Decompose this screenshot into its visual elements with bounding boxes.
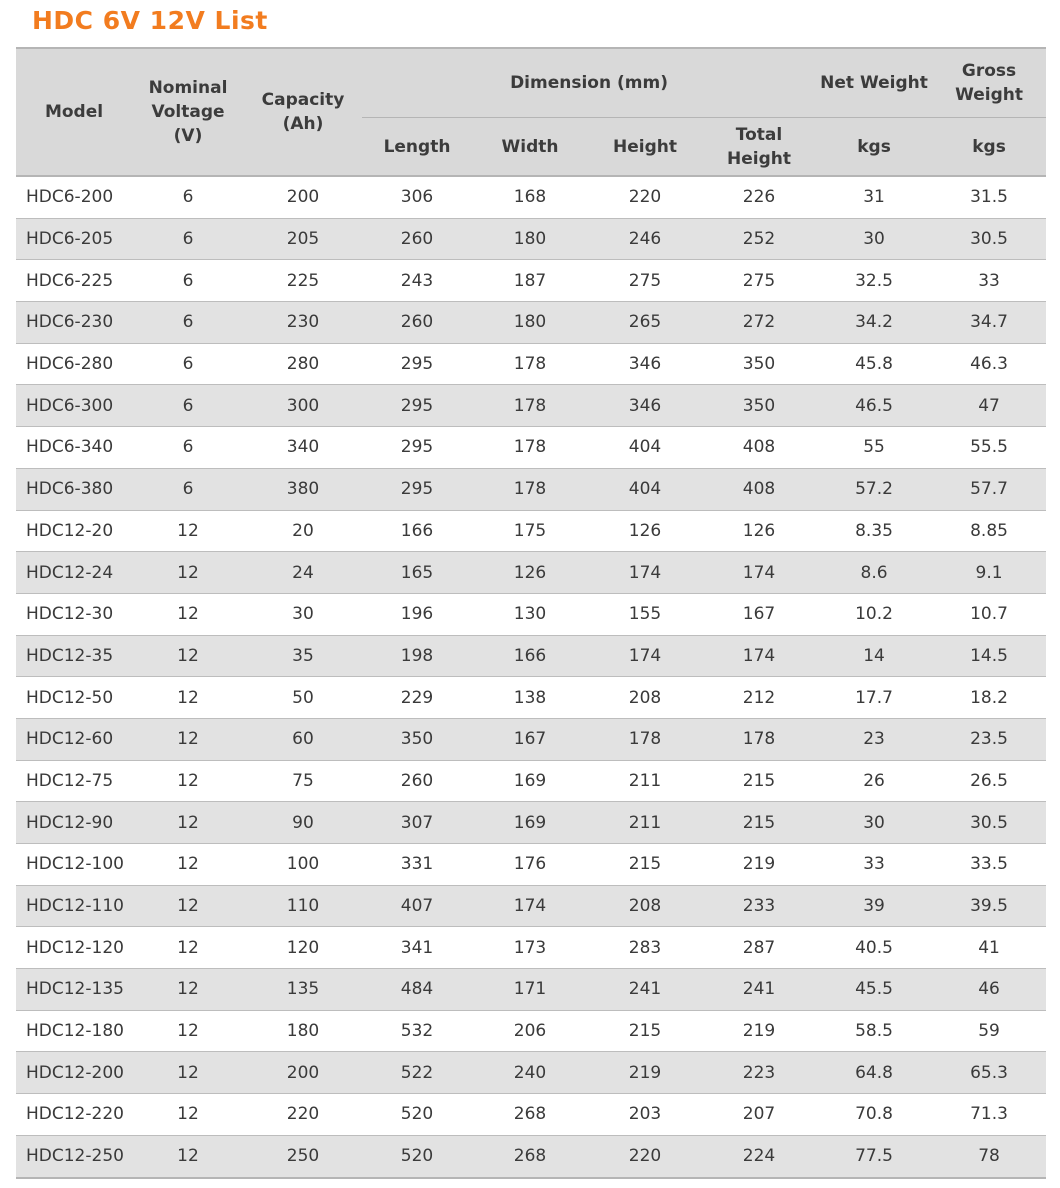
cell-total-height: 178 [702, 718, 816, 760]
table-row [16, 468, 1046, 510]
cell-height: 178 [588, 718, 702, 760]
cell-width: 166 [472, 635, 588, 677]
cell-width: 173 [472, 927, 588, 969]
cell-width: 130 [472, 593, 588, 635]
cell-height: 346 [588, 385, 702, 427]
cell-voltage: 12 [132, 927, 244, 969]
table-row [16, 510, 1046, 552]
cell-capacity: 180 [244, 1010, 362, 1052]
cell-total-height: 408 [702, 427, 816, 469]
cell-capacity: 135 [244, 969, 362, 1011]
cell-total-height: 408 [702, 468, 816, 510]
cell-length: 198 [362, 635, 472, 677]
cell-gross-weight: 31.5 [932, 176, 1046, 218]
cell-gross-weight: 71.3 [932, 1094, 1046, 1136]
cell-height: 246 [588, 218, 702, 260]
cell-capacity: 35 [244, 635, 362, 677]
cell-total-height: 219 [702, 844, 816, 886]
table-row [16, 593, 1046, 635]
cell-total-height: 224 [702, 1135, 816, 1177]
cell-height: 208 [588, 677, 702, 719]
cell-length: 295 [362, 343, 472, 385]
header-length: Length [362, 118, 472, 177]
header-gross-weight-unit: kgs [932, 118, 1046, 177]
cell-width: 169 [472, 760, 588, 802]
cell-gross-weight: 10.7 [932, 593, 1046, 635]
cell-model: HDC12-20 [16, 510, 132, 552]
cell-model: HDC12-30 [16, 593, 132, 635]
cell-voltage: 12 [132, 844, 244, 886]
cell-length: 229 [362, 677, 472, 719]
cell-height: 203 [588, 1094, 702, 1136]
cell-gross-weight: 57.7 [932, 468, 1046, 510]
cell-length: 350 [362, 718, 472, 760]
table-row [16, 802, 1046, 844]
cell-net-weight: 57.2 [816, 468, 932, 510]
cell-net-weight: 45.8 [816, 343, 932, 385]
cell-gross-weight: 30.5 [932, 218, 1046, 260]
page-title: HDC 6V 12V List [32, 6, 268, 35]
cell-total-height: 126 [702, 510, 816, 552]
header-net-weight: Net Weight [816, 48, 932, 118]
cell-width: 178 [472, 427, 588, 469]
cell-model: HDC12-50 [16, 677, 132, 719]
cell-net-weight: 34.2 [816, 302, 932, 344]
header-model: Model [16, 48, 132, 176]
cell-length: 341 [362, 927, 472, 969]
cell-capacity: 75 [244, 760, 362, 802]
cell-length: 520 [362, 1135, 472, 1177]
cell-total-height: 287 [702, 927, 816, 969]
cell-voltage: 12 [132, 969, 244, 1011]
cell-height: 220 [588, 1135, 702, 1177]
cell-width: 180 [472, 302, 588, 344]
cell-net-weight: 55 [816, 427, 932, 469]
cell-model: HDC6-205 [16, 218, 132, 260]
cell-gross-weight: 59 [932, 1010, 1046, 1052]
cell-capacity: 120 [244, 927, 362, 969]
cell-length: 260 [362, 760, 472, 802]
cell-gross-weight: 33.5 [932, 844, 1046, 886]
cell-net-weight: 8.6 [816, 552, 932, 594]
cell-model: HDC12-35 [16, 635, 132, 677]
cell-length: 260 [362, 218, 472, 260]
cell-net-weight: 58.5 [816, 1010, 932, 1052]
cell-net-weight: 30 [816, 218, 932, 260]
cell-width: 187 [472, 260, 588, 302]
cell-net-weight: 31 [816, 176, 932, 218]
cell-capacity: 90 [244, 802, 362, 844]
cell-capacity: 30 [244, 593, 362, 635]
cell-capacity: 230 [244, 302, 362, 344]
cell-height: 211 [588, 802, 702, 844]
cell-gross-weight: 34.7 [932, 302, 1046, 344]
cell-gross-weight: 78 [932, 1135, 1046, 1177]
cell-capacity: 280 [244, 343, 362, 385]
cell-model: HDC12-100 [16, 844, 132, 886]
cell-gross-weight: 30.5 [932, 802, 1046, 844]
cell-total-height: 215 [702, 802, 816, 844]
cell-length: 407 [362, 885, 472, 927]
cell-length: 331 [362, 844, 472, 886]
cell-capacity: 380 [244, 468, 362, 510]
cell-length: 295 [362, 468, 472, 510]
cell-capacity: 50 [244, 677, 362, 719]
cell-net-weight: 77.5 [816, 1135, 932, 1177]
cell-width: 178 [472, 385, 588, 427]
table-row [16, 427, 1046, 469]
cell-gross-weight: 8.85 [932, 510, 1046, 552]
cell-height: 346 [588, 343, 702, 385]
cell-capacity: 225 [244, 260, 362, 302]
cell-voltage: 6 [132, 218, 244, 260]
cell-voltage: 6 [132, 176, 244, 218]
header-height: Height [588, 118, 702, 177]
cell-net-weight: 26 [816, 760, 932, 802]
cell-width: 268 [472, 1135, 588, 1177]
cell-width: 176 [472, 844, 588, 886]
table-row [16, 176, 1046, 218]
table-row [16, 677, 1046, 719]
table-row [16, 302, 1046, 344]
cell-net-weight: 32.5 [816, 260, 932, 302]
header-dimension: Dimension (mm) [362, 48, 816, 118]
header-capacity: Capacity (Ah) [244, 48, 362, 176]
cell-capacity: 220 [244, 1094, 362, 1136]
cell-length: 520 [362, 1094, 472, 1136]
cell-width: 167 [472, 718, 588, 760]
cell-net-weight: 40.5 [816, 927, 932, 969]
cell-net-weight: 64.8 [816, 1052, 932, 1094]
cell-voltage: 6 [132, 302, 244, 344]
cell-capacity: 340 [244, 427, 362, 469]
cell-height: 265 [588, 302, 702, 344]
cell-capacity: 110 [244, 885, 362, 927]
cell-voltage: 12 [132, 552, 244, 594]
cell-net-weight: 30 [816, 802, 932, 844]
cell-model: HDC12-180 [16, 1010, 132, 1052]
header-net-weight-unit: kgs [816, 118, 932, 177]
cell-capacity: 250 [244, 1135, 362, 1177]
cell-voltage: 12 [132, 510, 244, 552]
table-row [16, 1135, 1046, 1177]
cell-width: 178 [472, 468, 588, 510]
cell-length: 532 [362, 1010, 472, 1052]
cell-model: HDC12-90 [16, 802, 132, 844]
cell-total-height: 167 [702, 593, 816, 635]
cell-length: 166 [362, 510, 472, 552]
cell-height: 275 [588, 260, 702, 302]
cell-width: 168 [472, 176, 588, 218]
table-row [16, 1094, 1046, 1136]
header-width: Width [472, 118, 588, 177]
cell-height: 219 [588, 1052, 702, 1094]
table-row [16, 343, 1046, 385]
cell-height: 211 [588, 760, 702, 802]
cell-capacity: 100 [244, 844, 362, 886]
cell-voltage: 6 [132, 385, 244, 427]
cell-gross-weight: 41 [932, 927, 1046, 969]
cell-length: 260 [362, 302, 472, 344]
cell-total-height: 272 [702, 302, 816, 344]
table-row [16, 635, 1046, 677]
table-header [16, 48, 1046, 176]
header-voltage: Nominal Voltage (V) [132, 48, 244, 176]
cell-model: HDC6-230 [16, 302, 132, 344]
cell-width: 126 [472, 552, 588, 594]
cell-width: 171 [472, 969, 588, 1011]
cell-net-weight: 46.5 [816, 385, 932, 427]
cell-model: HDC12-110 [16, 885, 132, 927]
cell-length: 295 [362, 385, 472, 427]
cell-voltage: 12 [132, 1052, 244, 1094]
table-row [16, 760, 1046, 802]
cell-voltage: 6 [132, 343, 244, 385]
table-row [16, 552, 1046, 594]
cell-width: 268 [472, 1094, 588, 1136]
table-body [16, 176, 1046, 1178]
cell-width: 175 [472, 510, 588, 552]
cell-total-height: 219 [702, 1010, 816, 1052]
cell-height: 155 [588, 593, 702, 635]
table-row [16, 1052, 1046, 1094]
cell-gross-weight: 18.2 [932, 677, 1046, 719]
cell-width: 174 [472, 885, 588, 927]
cell-height: 174 [588, 552, 702, 594]
table-row [16, 844, 1046, 886]
battery-spec-table-wrapper [16, 47, 1046, 1179]
cell-voltage: 12 [132, 760, 244, 802]
cell-length: 307 [362, 802, 472, 844]
cell-length: 295 [362, 427, 472, 469]
table-row [16, 885, 1046, 927]
cell-capacity: 60 [244, 718, 362, 760]
cell-voltage: 6 [132, 468, 244, 510]
cell-voltage: 12 [132, 1094, 244, 1136]
cell-capacity: 300 [244, 385, 362, 427]
cell-height: 215 [588, 844, 702, 886]
cell-model: HDC12-75 [16, 760, 132, 802]
cell-gross-weight: 9.1 [932, 552, 1046, 594]
cell-model: HDC6-280 [16, 343, 132, 385]
cell-height: 404 [588, 427, 702, 469]
cell-total-height: 226 [702, 176, 816, 218]
cell-model: HDC12-60 [16, 718, 132, 760]
header-gross-weight: Gross Weight [932, 48, 1046, 118]
cell-width: 169 [472, 802, 588, 844]
cell-total-height: 350 [702, 343, 816, 385]
cell-capacity: 24 [244, 552, 362, 594]
cell-height: 404 [588, 468, 702, 510]
cell-width: 178 [472, 343, 588, 385]
cell-net-weight: 17.7 [816, 677, 932, 719]
cell-total-height: 350 [702, 385, 816, 427]
cell-height: 215 [588, 1010, 702, 1052]
cell-width: 206 [472, 1010, 588, 1052]
cell-gross-weight: 47 [932, 385, 1046, 427]
cell-height: 241 [588, 969, 702, 1011]
cell-width: 240 [472, 1052, 588, 1094]
cell-model: HDC6-225 [16, 260, 132, 302]
cell-total-height: 174 [702, 635, 816, 677]
cell-gross-weight: 39.5 [932, 885, 1046, 927]
cell-total-height: 223 [702, 1052, 816, 1094]
cell-length: 306 [362, 176, 472, 218]
cell-gross-weight: 33 [932, 260, 1046, 302]
cell-capacity: 205 [244, 218, 362, 260]
cell-gross-weight: 46.3 [932, 343, 1046, 385]
cell-model: HDC12-135 [16, 969, 132, 1011]
table-row [16, 1010, 1046, 1052]
table-row [16, 718, 1046, 760]
table-row [16, 969, 1046, 1011]
cell-model: HDC6-380 [16, 468, 132, 510]
cell-net-weight: 23 [816, 718, 932, 760]
cell-voltage: 12 [132, 802, 244, 844]
cell-voltage: 12 [132, 885, 244, 927]
cell-total-height: 233 [702, 885, 816, 927]
cell-capacity: 20 [244, 510, 362, 552]
cell-total-height: 212 [702, 677, 816, 719]
cell-gross-weight: 55.5 [932, 427, 1046, 469]
cell-model: HDC12-220 [16, 1094, 132, 1136]
cell-voltage: 6 [132, 260, 244, 302]
cell-height: 283 [588, 927, 702, 969]
cell-model: HDC6-200 [16, 176, 132, 218]
cell-length: 243 [362, 260, 472, 302]
cell-total-height: 215 [702, 760, 816, 802]
cell-capacity: 200 [244, 176, 362, 218]
cell-voltage: 12 [132, 1135, 244, 1177]
cell-height: 126 [588, 510, 702, 552]
table-row [16, 218, 1046, 260]
cell-total-height: 174 [702, 552, 816, 594]
cell-height: 174 [588, 635, 702, 677]
cell-gross-weight: 14.5 [932, 635, 1046, 677]
cell-length: 196 [362, 593, 472, 635]
cell-height: 208 [588, 885, 702, 927]
table-row [16, 260, 1046, 302]
cell-net-weight: 39 [816, 885, 932, 927]
cell-total-height: 252 [702, 218, 816, 260]
cell-gross-weight: 65.3 [932, 1052, 1046, 1094]
cell-width: 138 [472, 677, 588, 719]
cell-model: HDC6-340 [16, 427, 132, 469]
cell-model: HDC12-200 [16, 1052, 132, 1094]
cell-net-weight: 45.5 [816, 969, 932, 1011]
cell-height: 220 [588, 176, 702, 218]
header-total-height: Total Height [702, 118, 816, 177]
cell-model: HDC12-24 [16, 552, 132, 594]
cell-width: 180 [472, 218, 588, 260]
cell-net-weight: 14 [816, 635, 932, 677]
cell-total-height: 241 [702, 969, 816, 1011]
cell-net-weight: 70.8 [816, 1094, 932, 1136]
cell-length: 165 [362, 552, 472, 594]
cell-total-height: 207 [702, 1094, 816, 1136]
cell-capacity: 200 [244, 1052, 362, 1094]
table-row [16, 927, 1046, 969]
cell-model: HDC12-120 [16, 927, 132, 969]
cell-net-weight: 8.35 [816, 510, 932, 552]
cell-gross-weight: 26.5 [932, 760, 1046, 802]
cell-voltage: 12 [132, 718, 244, 760]
cell-total-height: 275 [702, 260, 816, 302]
cell-voltage: 6 [132, 427, 244, 469]
cell-voltage: 12 [132, 593, 244, 635]
cell-net-weight: 10.2 [816, 593, 932, 635]
cell-model: HDC12-250 [16, 1135, 132, 1177]
cell-gross-weight: 46 [932, 969, 1046, 1011]
cell-voltage: 12 [132, 1010, 244, 1052]
cell-voltage: 12 [132, 635, 244, 677]
cell-gross-weight: 23.5 [932, 718, 1046, 760]
battery-spec-table [16, 47, 1046, 1179]
cell-voltage: 12 [132, 677, 244, 719]
cell-length: 484 [362, 969, 472, 1011]
cell-net-weight: 33 [816, 844, 932, 886]
table-row [16, 385, 1046, 427]
cell-length: 522 [362, 1052, 472, 1094]
cell-model: HDC6-300 [16, 385, 132, 427]
